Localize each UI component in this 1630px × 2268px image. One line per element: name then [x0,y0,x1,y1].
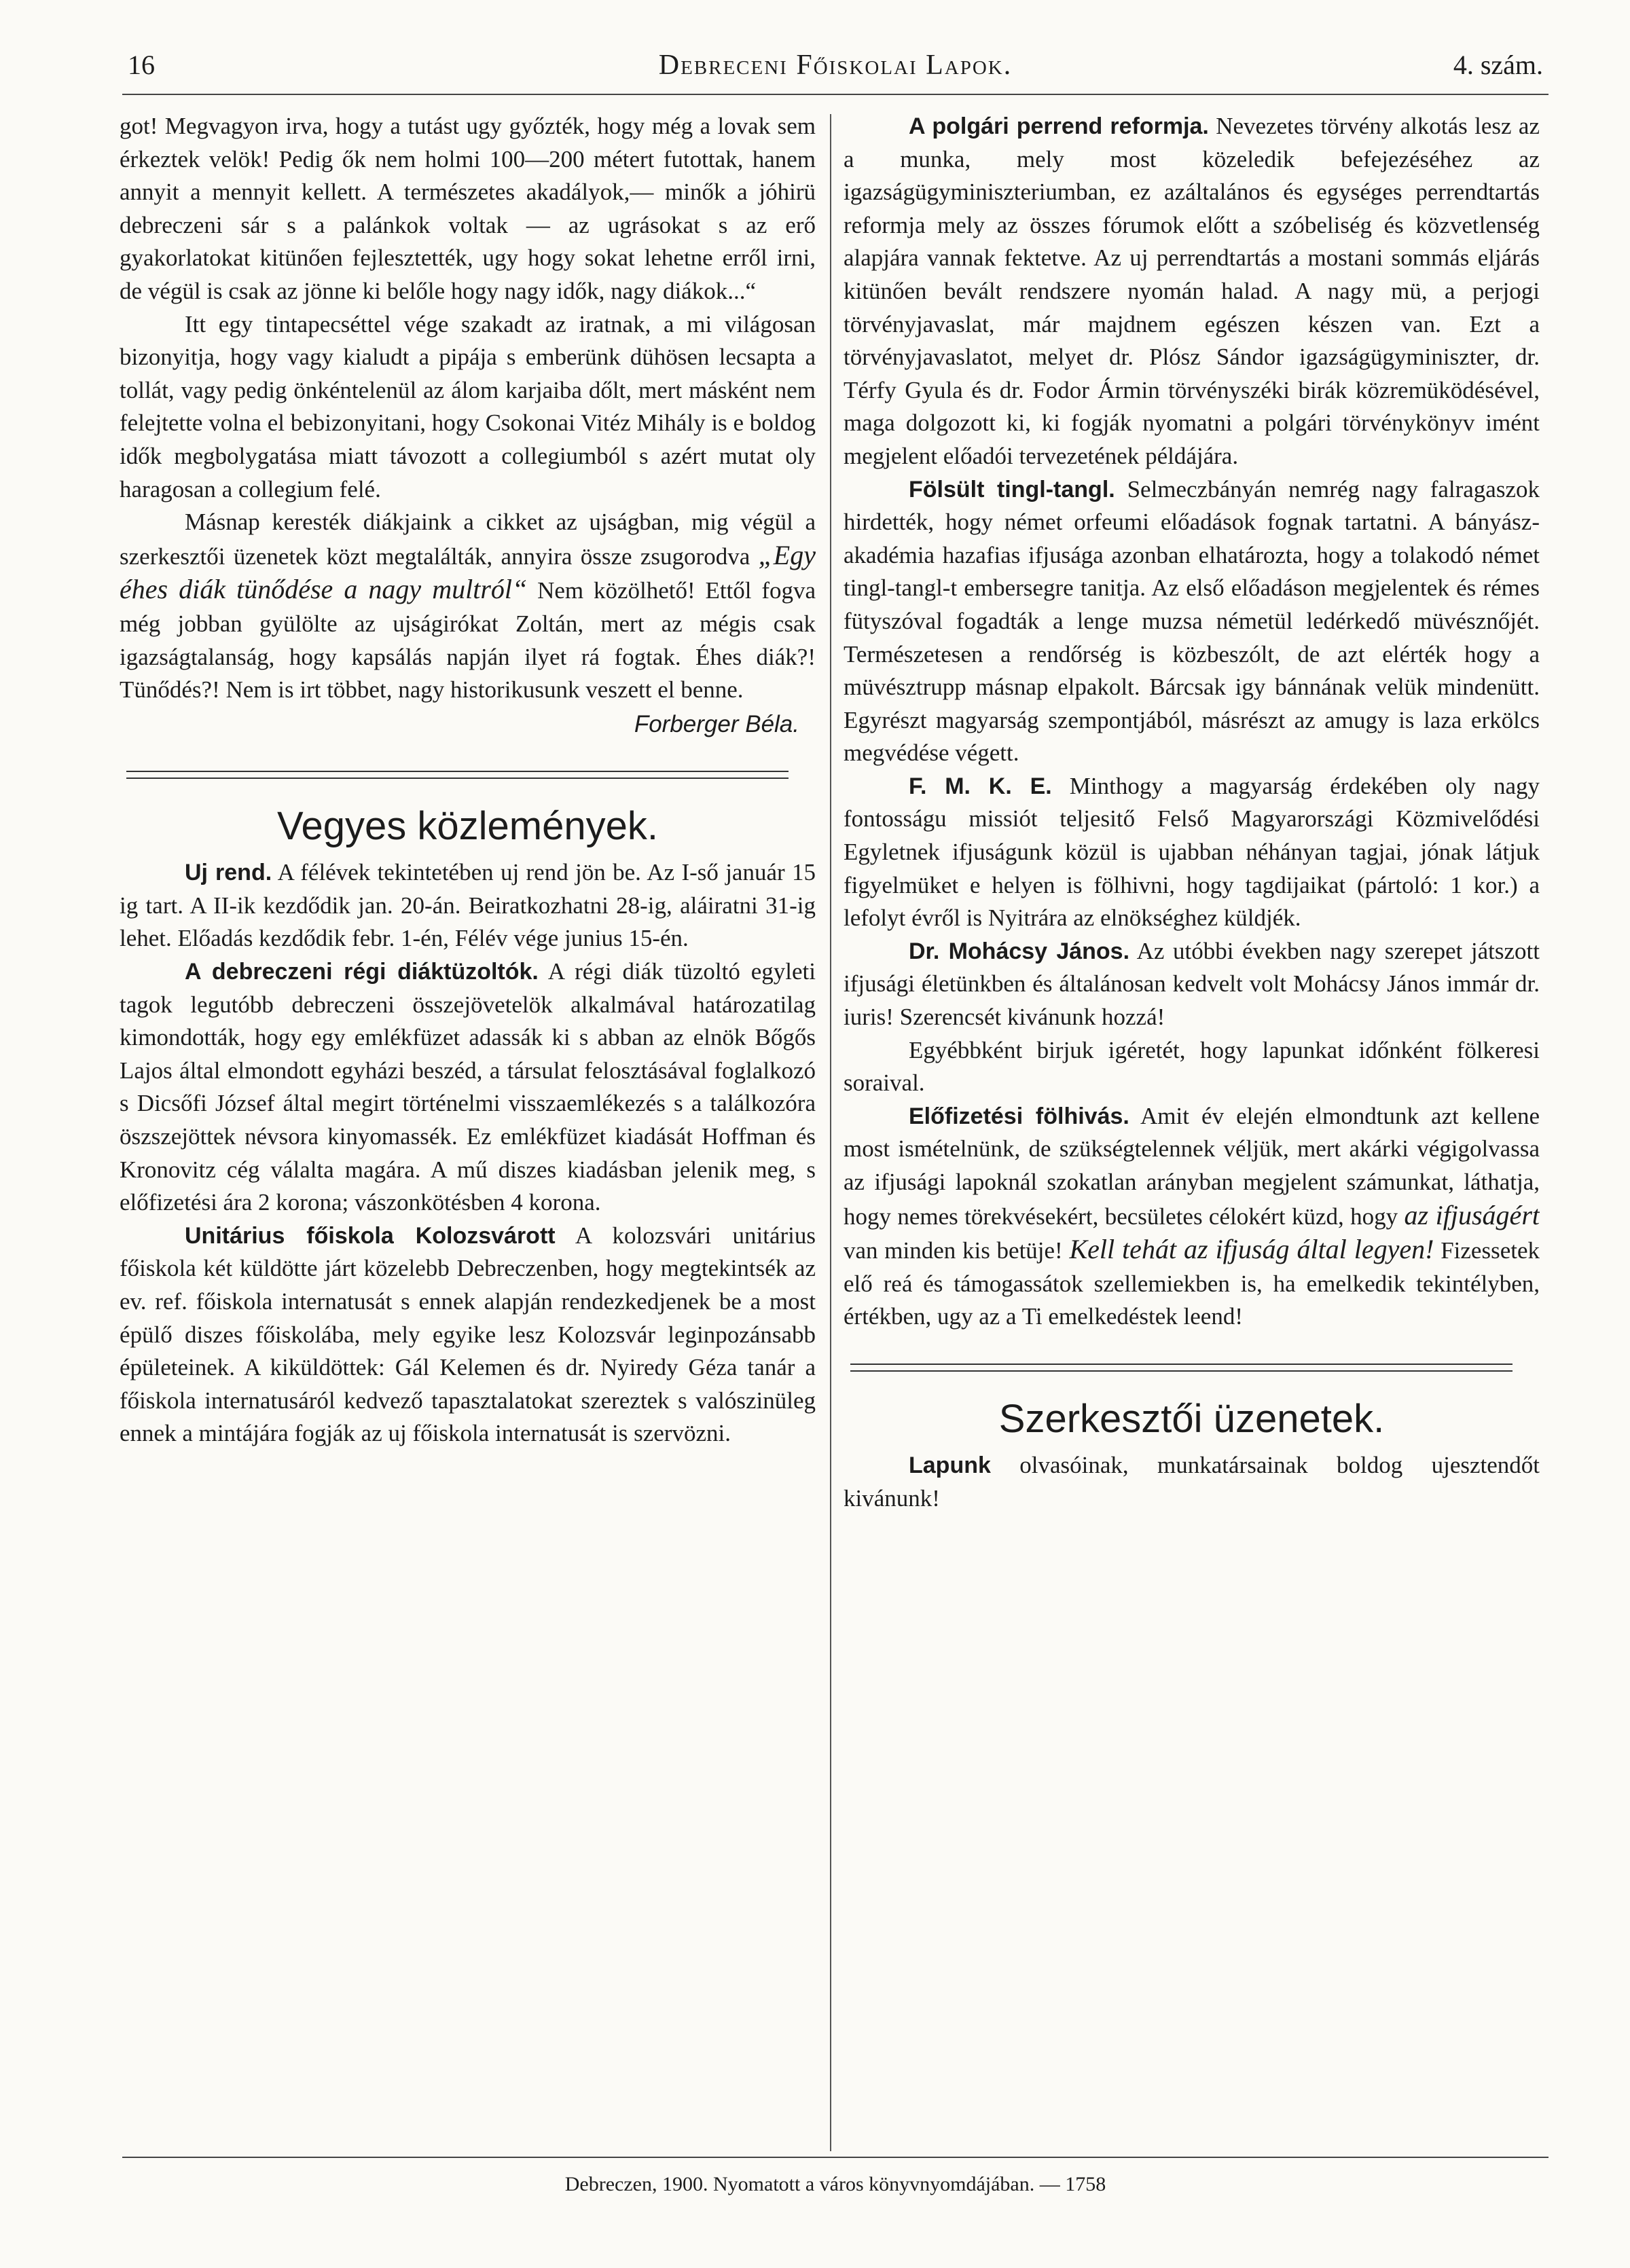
news-item: Uj rend. A félévek tekintetében uj rend jön be. Az I-ső január 15 ig tart. A II-ik kezdődik jan. 20-án. Beiratkozhatni 28-ig, aláiratni 31-ig lehet. Előadás kezdődik febr. 1-én, Félév vége junius 15-én. [120,859,816,952]
news-item: Előfizetési fölhivás. Amit év elején elmondtunk azt kellene most ismételnünk, de szükségtelennek véljük, mert akárki végigolvassa az ifjusági lapoknál szokatlan arányban megjelent számunkat, láthatja, hogy nemes törekvésekért, becsületes célokért küzd, hogy az ifjuságért van minden kis betüje! Kell tehát az ifjuság által legyen! Fizessetek elő reá és támogassátok szellemiekben is, ha emelkedik tekintélyben, értékben, ugy az a Ti emelkedéstek leend! [844,1102,1540,1330]
journal-title: Debreceni Főiskolai Lapok. [658,50,1013,81]
news-heading: Dr. Mohácsy János. [909,938,1130,964]
section-title-vegyes: Vegyes közlemények. [277,804,658,849]
news-heading: Lapunk [909,1452,991,1478]
issue-number: 4. szám. [1453,50,1543,80]
story-paragraph: Itt egy tintapecséttel vége szakadt az iratnak, a mi világosan bizonyitja, hogy vagy kialudt a pipája s emberünk dühösen lecsapta a tollát, vagy pedig önkéntelenül az álom karjaiba dőlt, mert másként nem felejtette volna el bebizonyitani, hogy Csokonai Vitéz Mihály is e boldog idők megbolygatása miatt távozott a collegiumból s azért mutat oly haragosan a collegium felé. [120,310,816,502]
news-heading: Unitárius főiskola Kolozsvárott [185,1222,556,1249]
page-number: 16 [128,50,155,80]
column-divider [830,114,831,2151]
left-column [120,110,816,2140]
author-signature: Forberger Béla. [634,710,799,737]
right-column [844,110,1540,2140]
news-item: Lapunk olvasóinak, munkatársainak boldog ujesztendőt kivánunk! [844,1451,1540,1512]
header-rule [122,94,1548,95]
emphasis: Kell tehát az ifjuság által legyen! [1069,1234,1434,1265]
news-item: A debreczeni régi diáktüzoltók. A régi diák tüzoltó egyleti tagok legutóbb debreczeni összejövetelök alkalmával határozatilag kimondották, hogy egy emlékfüzet adassák ki s abban az elnök Bőgős Lajos által elmondott egyházi beszéd, a társulat felosztásával foglalkozó s Dicsőfi József által megirt történelmi visszaemlékezés s a találkozóra öszszejöttek névsora kinyomassék. Ez emlékfüzet kiadását Hoffman és Kronovitz cég válalta magára. A mű diszes kiadásban jelenik meg, s előfizetési ára 2 korona; vászonkötésben 4 korona. [120,958,816,1216]
news-heading: Előfizetési fölhivás. [909,1103,1129,1129]
story-paragraph: Másnap keresték diákjaink a cikket az ujságban, mig végül a szerkesztői üzenetek közt megtalálták, annyira össze zsugorodva „Egy éhes diák tünődése a nagy multról“ Nem közölhető! Ettől fogva még jobban gyülölte az ujságirókat Zoltán, mert az mégis csak igazságtalanság, hogy kapsálás napján ilyet rá fogtak. Éhes diák?! Tünődés?! Nem is irt többet, nagy historikusunk veszett el benne. [120,509,816,703]
section-title-szerkesztoi: Szerkesztői üzenetek. [998,1396,1385,1441]
news-heading: A polgári perrend reformja. [909,113,1209,139]
footer-rule [122,2157,1548,2158]
story-continuation: got! Megvagyon irva, hogy a tutást ugy győzték, hogy még a lovak sem érkeztek velök! Pedig ők nem holmi 100—200 métert futottak, hanem annyit a mennyit kellett. A természetes akadályok,— minők a jóhirü debreczeni sár s a palánkok voltak — az ugrásokat s az erő gyakorlatokat kitünően fejlesztették, ugy hogy sokat lehetne erről irni, de végül is csak az jönne ki belőle hogy nagy idők, nagy diákok...“ [120,113,816,304]
article-quote-title: „Egy éhes diák tünődése a nagy multról“ [120,539,816,605]
section-rule [126,771,789,779]
printer-imprint: Debreczen, 1900. Nyomatott a város könyvnyomdájában. — 1758 [564,2173,1106,2195]
section-rule [850,1364,1513,1372]
news-paragraph: Egyébbként birjuk igéretét, hogy lapunkat időnként fölkeresi soraival. [844,1036,1540,1097]
news-item: Dr. Mohácsy János. Az utóbbi években nagy szerepet játszott ifjusági életünkben és általánosan kedvelt volt Mohácsy János immár dr. iuris! Szerencsét kivánunk hozzá! [844,937,1540,1031]
news-item: Fölsült tingl-tangl. Selmeczbányán nemrég nagy falragaszok hirdették, hogy német orfeumi előadások fognak tartatni. A bányász-akadémia hazafias ifjusága azonban elhatározta, hogy a tolakodó német tingl-tangl-t embersegre tanitja. Az első előadáson megjelentek és rémes fütyszóval fogadták a lenge muzsa németül ledérkedő müvésznőjét. Természetesen a rendőrség is közbeszólt, de azt elérték hogy a müvésztrupp másnap elpakolt. Bárcsak igy bánnának velük mindenütt. Egyrészt magyarság szempontjából, másrészt az amugy is laza erkölcs megvédése végett. [844,475,1540,767]
news-heading: Uj rend. [185,860,272,886]
page-header [122,49,1548,90]
news-heading: F. M. K. E. [909,773,1052,799]
news-item: Unitárius főiskola Kolozsvárott A kolozsvári unitárius főiskola két küldötte járt közelebb Debreczenben, hogy megtekintsék az ev. ref. főiskola internatusát s ennek alapján rendezkedjenek be a most épülő diszes főiskolába, mely egyike lesz Kolozsvár leginpozánsabb épületeinek. A kiküldöttek: Gál Kelemen és dr. Nyiredy Géza tanár a főiskola internatusáról kedvező tapasztalatokat szereztek s valószinüleg ennek a mintájára fogják az uj főiskola internatusát is szervözni. [120,1222,816,1447]
news-item: A polgári perrend reformja. Nevezetes törvény alkotás lesz az a munka, mely most közeledik befejezéséhez az igazságügyminiszteriumban, ez azáltalános és egységes perrendtartás reformja mely az összes fórumok előtt a szóbeliség és közvetlenség alapjára vannak fektetve. Az uj perrendtartás a mostani sommás eljárás kitünően bevált rendszere nyomán halad. A nagy mü, a perjogi törvényjavaslat, már majdnem egészen készen van. Ezt a törvényjavaslatot, melyet dr. Plósz Sándor igazságügyminiszter, dr. Térfy Gyula és dr. Fodor Ármin törvényszéki birák közremüködésével, maga dolgozott ki, ki fogják nyomatni a polgári törvénykönyv imént megjelent előadói tervezetének példájára. [844,113,1540,469]
news-item: F. M. K. E. Minthogy a magyarság érdekében oly nagy fontosságu missiót teljesitő Felső Magyarországi Közmivelődési Egyletnek ifjuságunk közül is ujabban néhányan tagjai, jónak látjuk figyelmüket e helyen is fölhivni, hogy tagdijaikat (pártoló: 1 kor.) a lefolyt évről is Nyitrára az elnökséghez küldjék. [844,772,1540,932]
news-heading: A debreczeni régi diáktüzoltók. [185,959,539,985]
news-heading: Fölsült tingl-tangl. [909,476,1115,502]
emphasis: az ifjuságért [1404,1199,1540,1230]
